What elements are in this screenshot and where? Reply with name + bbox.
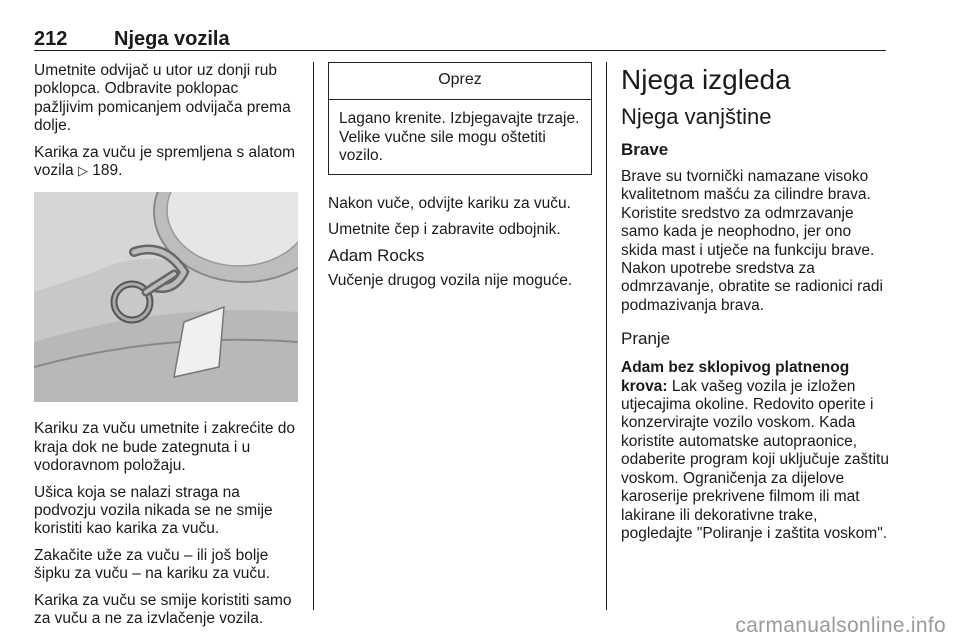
heading-washing: Pranje [621,329,671,349]
paragraph-tow-eye-storage: Karika za vuču je spremljena s alatom vozila ▷ 189. [34,143,296,180]
page-number: 212 [34,28,68,50]
column-2 [328,62,594,298]
watermark: carmanualsonline.info [735,614,946,637]
chapter-title: Njega vozila [114,28,230,50]
section-heading-adam-rocks: Adam Rocks [328,246,425,266]
paragraph-insert-plug: Umetnite čep i zabravite odbojnik. [328,221,561,239]
paragraph-unlock-cover: Umetnite odvijač u utor uz donji rub poklopca. Odbravite poklopac pažljivim pomicanjem odvijača prema dolje. [34,62,291,135]
paragraph-washing: Adam bez sklopivog platnenog krova: Lak vašeg vozila je izložen utjecajima okoline. Redovito operite i konzervirajte vozilo voskom. Kada koristite automatske autopraonice, odaberite program koji uključuje zaštitu voskom. Ograničenja za dijelove karoserije prekrivene filmom ili mat lakirane ili dekorativne trake, pogledajte "Poliranje i zaštita voskom". [621,359,889,542]
paragraph-insert-tow-eye: Kariku za vuču umetnite i zakrećite do kraja dok ne bude zategnuta i u vodoravnom položaju. [34,420,296,475]
heading-locks: Brave [621,140,669,159]
paragraph-locks: Brave su tvornički namazane visoko kvalitetnom mašću za cilindre brava. Koristite sredstvo za odmrzavanje samo kada je neophodno, jer ono skida mast i utječe na funkciju brave. Nakon upotrebe sredstva za odmrzavanje, obratite se radionici radi podmazivanja brava. [621,168,883,314]
column-1 [34,62,300,637]
caution-box [328,62,592,175]
paragraph-tow-only: Karika za vuču se smije koristiti samo za vuču a ne za izvlačenje vozila. [34,591,292,628]
page-header [34,28,886,51]
washing-lead: Adam bez sklopivog platnenog krova: [621,359,850,395]
paragraph-towing-not-possible: Vučenje drugog vozila nije moguće. [328,271,573,289]
column-3 [621,62,889,551]
column-divider [606,62,607,610]
column-divider [313,62,314,610]
caution-text: Lagano krenite. Izbjegavajte trzaje. Velike vučne sile mogu oštetiti vozilo. [339,110,580,165]
page-reference-link[interactable]: 189. [92,162,123,180]
ref-arrow-icon: ▷ [77,163,88,179]
paragraph-unscrew-tow-eye: Nakon vuče, odvijte kariku za vuču. [328,194,571,212]
section-title-exterior-care: Njega izgleda [621,64,791,95]
paragraph-attach-rope: Zakačite uže za vuču – ili još bolje šipku za vuču – na kariku za vuču. [34,546,271,583]
caution-title: Oprez [329,63,591,100]
subsection-title-exterior: Njega vanjštine [621,104,772,129]
paragraph-rear-eye-warning: Ušica koja se nalazi straga na podvozju vozila nikada se ne smije koristiti kao karika za vuču. [34,483,273,538]
tow-eye-illustration [34,192,298,402]
